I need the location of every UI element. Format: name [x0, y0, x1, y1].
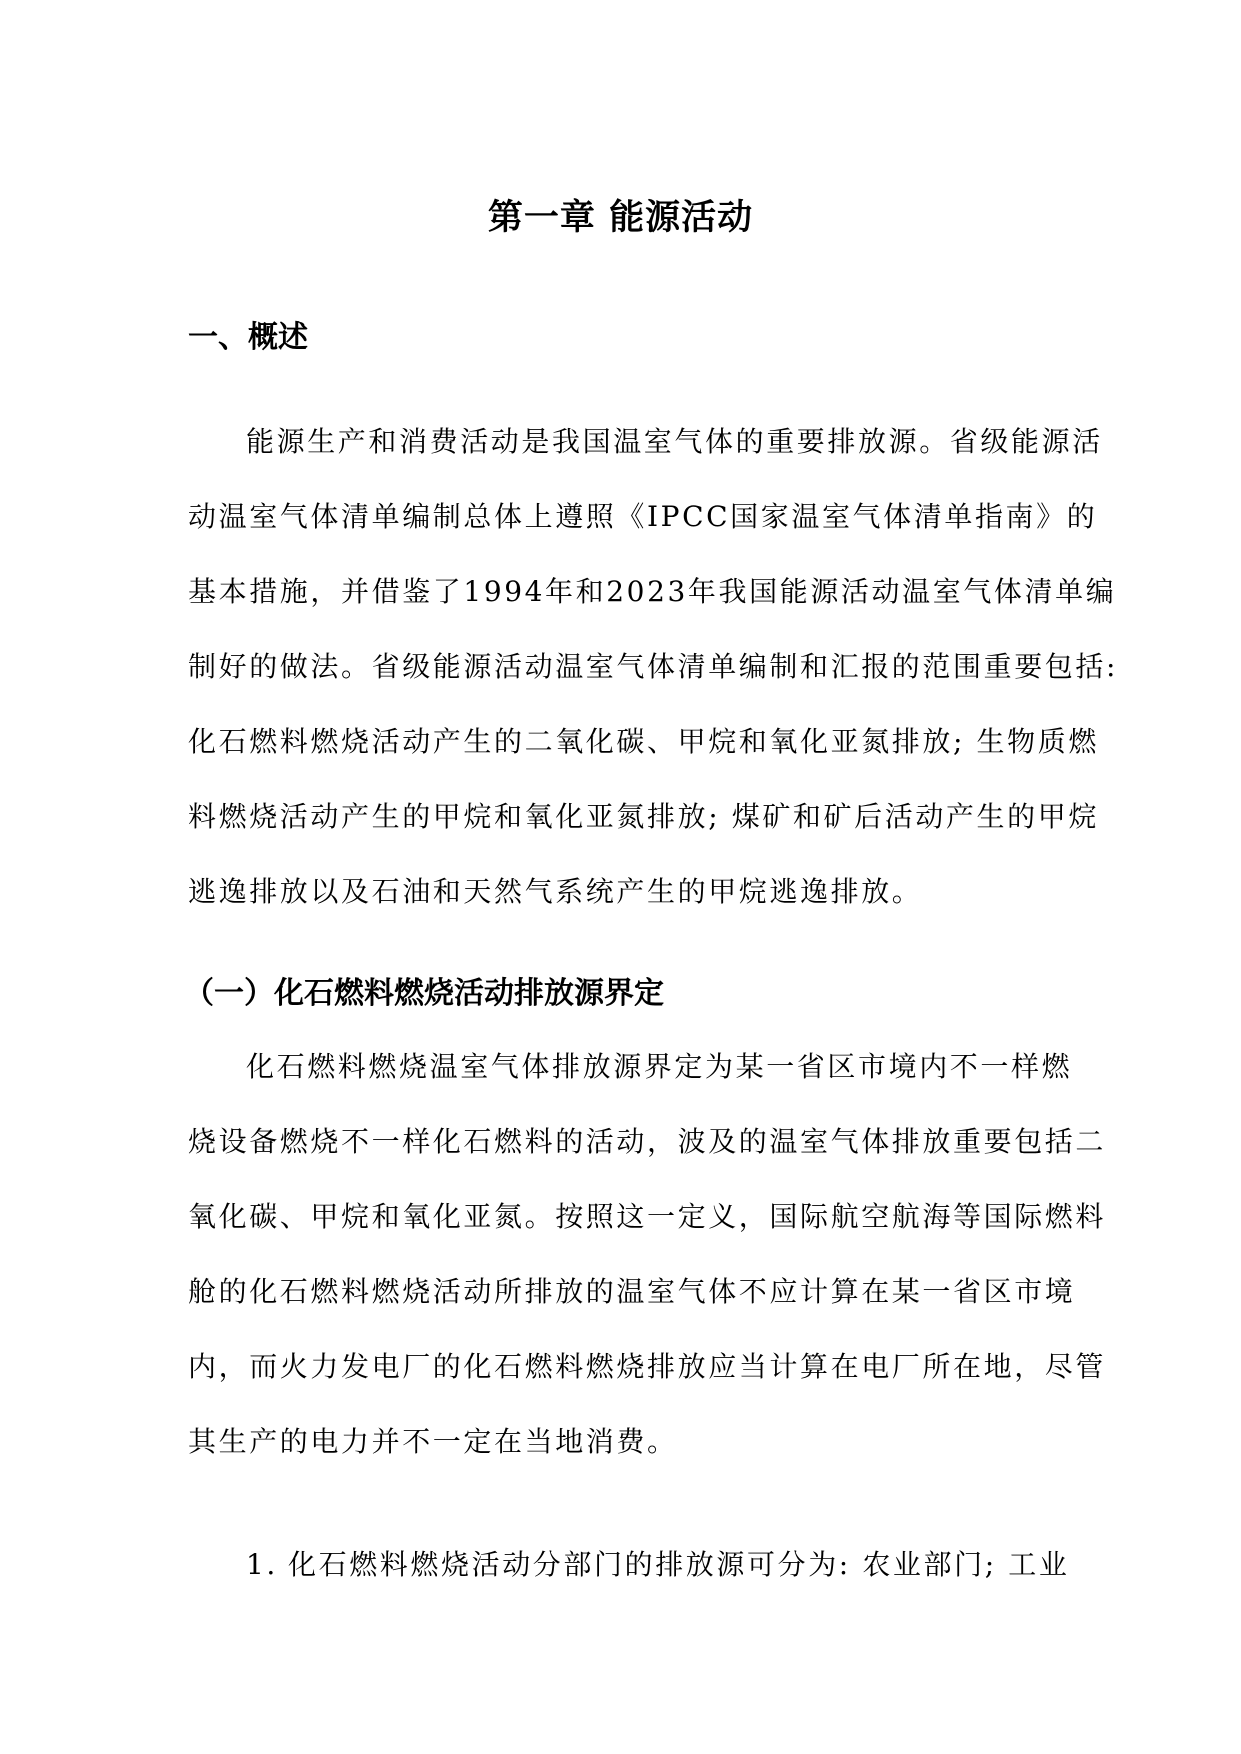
paragraph-line: 内，而火力发电厂的化石燃料燃烧排放应当计算在电厂所在地，尽管	[188, 1350, 1107, 1383]
subsection-heading: （一）化石燃料燃烧活动排放源界定	[184, 976, 664, 1011]
paragraph-source-definition	[188, 1045, 1107, 1495]
paragraph-line: 料燃烧活动产生的甲烷和氧化亚氮排放; 煤矿和矿后活动产生的甲烷	[188, 800, 1099, 833]
paragraph-line: 化石燃料燃烧温室气体排放源界定为某一省区市境内不一样燃	[246, 1050, 1073, 1083]
paragraph-line: 动温室气体清单编制总体上遵照《IPCC国家温室气体清单指南》的	[188, 500, 1098, 533]
list-item-number: 1.	[246, 1548, 278, 1581]
section-heading: 一、概述	[188, 320, 308, 355]
paragraph-line: 制好的做法。省级能源活动温室气体清单编制和汇报的范围重要包括:	[188, 650, 1119, 683]
paragraph-line: 舱的化石燃料燃烧活动所排放的温室气体不应计算在某一省区市境	[188, 1275, 1076, 1308]
paragraph-line: 基本措施，并借鉴了1994年和2023年我国能源活动温室气体清单编	[188, 575, 1117, 608]
paragraph-overview	[188, 420, 1119, 945]
paragraph-line: 烧设备燃烧不一样化石燃料的活动，波及的温室气体排放重要包括二	[188, 1125, 1107, 1158]
paragraph-line: 能源生产和消费活动是我国温室气体的重要排放源。省级能源活	[246, 425, 1103, 458]
paragraph-line: 氧化碳、甲烷和氧化亚氮。按照这一定义，国际航空航海等国际燃料	[188, 1200, 1107, 1233]
list-item-text: 化石燃料燃烧活动分部门的排放源可分为: 农业部门; 工业	[288, 1548, 1070, 1581]
paragraph-line: 其生产的电力并不一定在当地消费。	[188, 1425, 678, 1458]
paragraph-line: 化石燃料燃烧活动产生的二氧化碳、甲烷和氧化亚氮排放; 生物质燃	[188, 725, 1099, 758]
chapter-title: 第一章 能源活动	[487, 198, 754, 238]
list-item	[246, 1543, 1070, 1587]
paragraph-line: 逃逸排放以及石油和天然气系统产生的甲烷逃逸排放。	[188, 875, 923, 908]
